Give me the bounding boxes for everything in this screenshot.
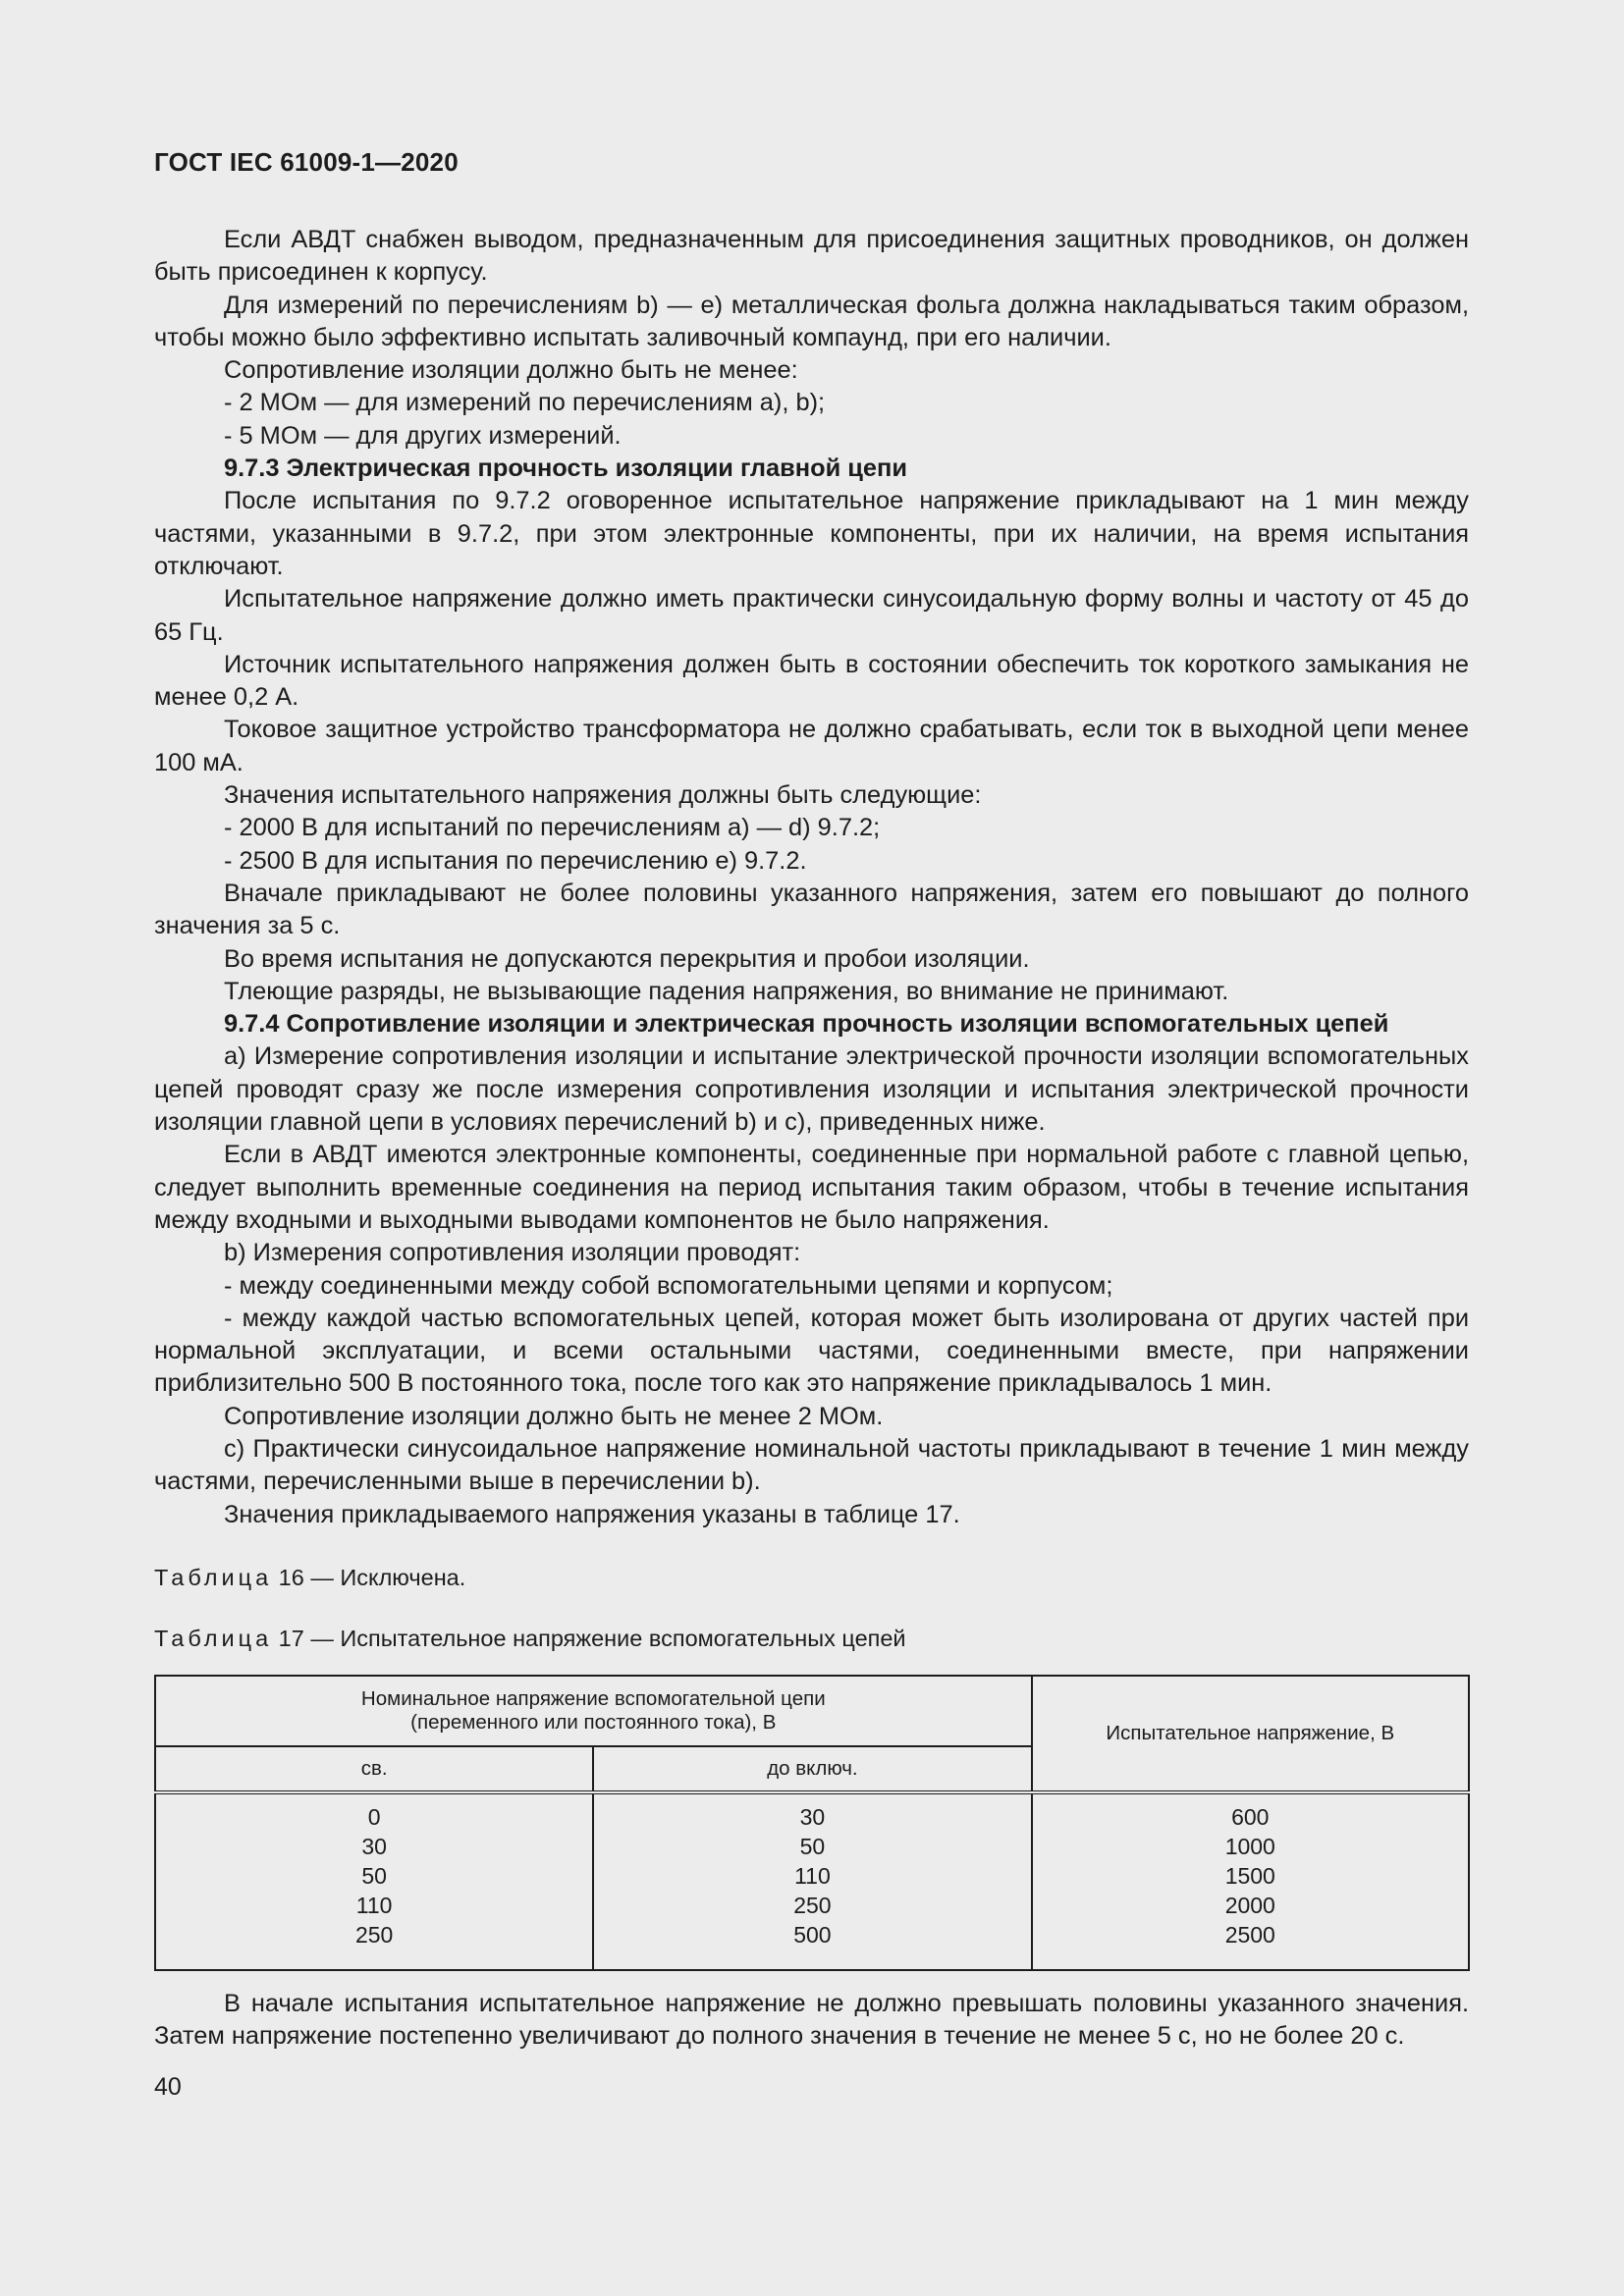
paragraph: Тлеющие разряды, не вызывающие падения напряжения, во внимание не принимают. [224,977,1229,1005]
table-16-caption [154,1565,465,1591]
page-number: 40 [154,2073,182,2101]
paragraph: Источник испытательного напряжения должен быть в состоянии обеспечить ток короткого замыкания не менее 0,2 А. [154,650,1469,712]
section-heading-9-7-4: 9.7.4 Сопротивление изоляции и электрическая прочность изоляции вспомогательных цепей [224,1010,1389,1039]
table-cell: 250 [793,1893,832,1918]
list-item: - 5 МОм — для других измерений. [224,421,622,450]
paragraph: Испытательное напряжение должно иметь практически синусоидальную форму волны и частоту от 45 до 65 Гц. [154,585,1469,646]
table-cell: 30 [361,1834,387,1859]
paragraph: Для измерений по перечислениям b) — e) металлическая фольга должна накладываться таким образом, чтобы можно было эффективно испытать заливочный компаунд, при его наличии. [154,291,1469,351]
table-16-caption-word: Таблица [154,1565,273,1590]
paragraph: b) Измерения сопротивления изоляции проводят: [224,1239,801,1267]
column-test-values [1032,1792,1469,1970]
list-item: - 2 МОм — для измерений по перечислениям а), b); [224,389,826,417]
list-item: - 2000 В для испытаний по перечислениям а) — d) 9.7.2; [224,814,881,842]
paragraph: После испытания по 9.7.2 оговоренное испытательное напряжение прикладывают на 1 мин между частями, указанными в 9.7.2, при этом электронные компоненты, при их наличии, на время испытания отключают. [154,487,1469,580]
table-cell: 2000 [1224,1893,1275,1918]
paragraph: Значения прикладываемого напряжения указаны в таблице 17. [224,1500,960,1528]
body-text [154,224,1469,1531]
table-16-caption-text: 16 — Исключена. [272,1565,466,1590]
table-cell: 0 [367,1804,381,1830]
table-17-caption-word: Таблица [154,1626,273,1651]
list-item: - 2500 В для испытания по перечислению e) 9.7.2. [224,846,807,875]
table-17-caption [154,1626,906,1652]
paragraph: Значения испытательного напряжения должны быть следующие: [224,781,982,810]
column-to-values [593,1792,1031,1970]
header-nominal-line1: Номинальное напряжение вспомогательной цепи [360,1687,826,1710]
column-from-values [155,1792,593,1970]
header-to: до включ. [593,1746,1031,1792]
table-cell: 2500 [1224,1922,1275,1948]
paragraph: Токовое защитное устройство трансформатора не должно срабатывать, если ток в выходной цепи менее 100 мА. [154,716,1469,776]
paragraph: Сопротивление изоляции должно быть не менее: [224,356,798,385]
table-cell: 110 [794,1863,831,1889]
table-17 [154,1675,1470,1971]
paragraph: В начале испытания испытательное напряжение не должно превышать половины указанного значения. Затем напряжение постепенно увеличивают до полного значения в течение не менее 5 с, но не более 20 с. [154,1990,1469,2051]
paragraph: Если АВДТ снабжен выводом, предназначенным для присоединения защитных проводников, он должен быть присоединен к корпусу. [154,226,1469,287]
table-cell: 110 [355,1893,393,1918]
paragraph: Вначале прикладывают не более половины указанного напряжения, затем его повышают до полного значения за 5 с. [154,879,1469,940]
document-header: ГОСТ IEC 61009-1—2020 [154,147,459,177]
paragraph: Сопротивление изоляции должно быть не менее 2 МОм. [224,1402,884,1430]
table-cell: 600 [1231,1804,1270,1830]
table-cell: 1000 [1224,1834,1275,1859]
list-item: - между соединенными между собой вспомогательными цепями и корпусом; [224,1271,1113,1300]
paragraph: а) Измерение сопротивления изоляции и испытание электрической прочности изоляции вспомогательных цепей проводят сразу же после измерения сопротивления изоляции и испытания электрической прочности изоляции главной цепи в условиях перечислений b) и c), приведенных ниже. [154,1042,1469,1137]
table-cell: 250 [354,1922,394,1948]
header-nominal-line2: (переменного или постоянного тока), В [410,1711,777,1734]
list-item: - между каждой частью вспомогательных цепей, которая может быть изолирована от других частей при нормальной эксплуатации, и всеми остальными частями, соединенными вместе, при напряжении приблизительно 500 В постоянного тока, после того как это напряжение прикладывалось 1 мин. [154,1304,1469,1398]
table-cell: 30 [799,1804,826,1830]
paragraph: с) Практически синусоидальное напряжение номинальной частоты прикладывают в течение 1 мин между частями, перечисленными выше в перечислении b). [154,1434,1469,1496]
note-text [154,1988,1469,2054]
paragraph: Во время испытания не допускаются перекрытия и пробои изоляции. [224,944,1030,973]
header-from: св. [155,1746,593,1792]
table-cell: 500 [793,1922,832,1948]
table-17-caption-text: 17 — Испытательное напряжение вспомогательных цепей [272,1626,906,1651]
paragraph: Если в АВДТ имеются электронные компоненты, соединенные при нормальной работе с главной цепью, следует выполнить временные соединения на период испытания таким образом, чтобы в течение испытания между входными и выходными выводами компонентов не было напряжения. [154,1141,1469,1234]
table-cell: 50 [799,1834,826,1859]
table-cell: 1500 [1224,1863,1275,1889]
header-test-voltage: Испытательное напряжение, В [1032,1676,1469,1792]
table-cell: 50 [361,1863,387,1889]
header-nominal-voltage [155,1676,1032,1746]
section-heading-9-7-3: 9.7.3 Электрическая прочность изоляции главной цепи [224,454,907,483]
